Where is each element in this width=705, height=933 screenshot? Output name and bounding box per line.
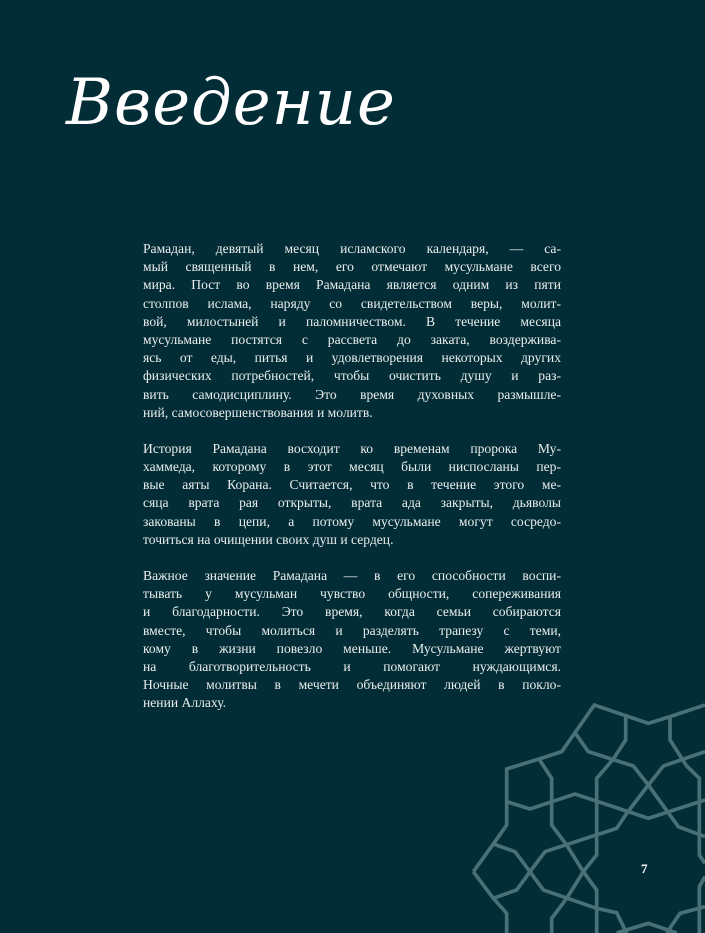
text-line: и благодарности. Это время, когда семьи собираются — [143, 604, 561, 620]
text-line: ясь от еды, питья и удовлетворения некоторых других — [143, 350, 561, 366]
text-line: Ночные молитвы в мечети объединяют людей в покло- — [143, 677, 561, 693]
text-line: нении Аллаху. — [143, 695, 227, 711]
paragraph — [143, 240, 561, 422]
text-line: физических потребностей, чтобы очистить душу и раз- — [143, 368, 561, 384]
text-line: Рамадан, девятый месяц исламского календаря, — са- — [143, 241, 561, 256]
text-line: сяца врата рая открыты, врата ада закрыты, дьяволы — [143, 495, 561, 511]
text-line: Важное значение Рамадана — в его способности воспи- — [143, 568, 561, 583]
text-line: ний, самосовершенствования и молитв. — [143, 404, 373, 420]
paragraph — [143, 440, 561, 549]
body-text — [143, 240, 561, 731]
text-line: тывать у мусульман чувство общности, сопереживания — [143, 586, 561, 602]
text-line: мира. Пост во время Рамадана является одним из пяти — [143, 277, 561, 293]
text-line: на благотворительность и помогают нуждающимся. — [143, 658, 561, 674]
text-line: вместе, чтобы молиться и разделять трапезу с теми, — [143, 622, 561, 638]
text-line: вить самодисциплину. Это время духовных размышле- — [143, 386, 561, 402]
text-line: столпов ислама, наряду со свидетельством веры, молит- — [143, 295, 561, 311]
text-line: хаммеда, которому в этот месяц были ниспосланы пер- — [143, 459, 561, 475]
geometric-ornament-pattern — [460, 690, 705, 933]
text-line: точиться на очищении своих душ и сердец. — [143, 531, 394, 547]
text-line: История Рамадана восходит ко временам пророка Му- — [143, 440, 561, 456]
text-line: кому в жизни повезло меньше. Мусульмане жертвуют — [143, 640, 561, 656]
text-line: мусульмане постятся с рассвета до заката, воздержива- — [143, 331, 561, 347]
text-line: вые аяты Корана. Считается, что в течение этого ме- — [143, 477, 561, 493]
page-number: 7 — [641, 861, 648, 876]
text-line: мый священный в нем, его отмечают мусульмане всего — [143, 259, 561, 275]
text-line: закованы в цепи, а потому мусульмане могут сосредо- — [143, 513, 561, 529]
chapter-title: Введение — [66, 66, 396, 140]
text-line: вой, милостыней и паломничеством. В течение месяца — [143, 313, 561, 329]
